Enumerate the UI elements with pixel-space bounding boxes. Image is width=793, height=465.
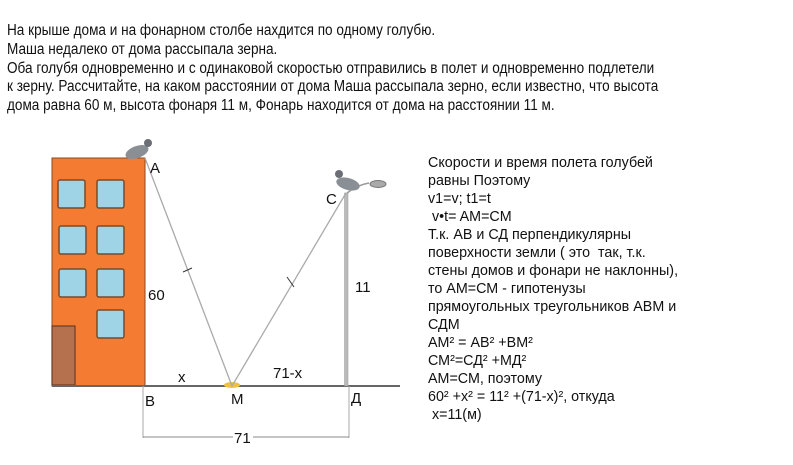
lamp-pole (345, 193, 349, 386)
window (97, 226, 124, 254)
window (59, 226, 86, 254)
label-60: 60 (148, 287, 165, 304)
label-71-x: 71-x (273, 365, 303, 382)
solution-line: поверхности земли ( это так, т.к. (428, 245, 646, 261)
solution-line: х=11(м) (428, 407, 482, 423)
label-m: M (231, 391, 244, 408)
solution-line: 60² +х² = 11² +(71-х)², откуда (428, 389, 615, 405)
segment-am (145, 158, 232, 386)
lamp-head-icon (370, 181, 386, 188)
label-a: A (150, 160, 161, 177)
solution-text (428, 154, 678, 424)
label-x: x (178, 369, 186, 386)
problem-line: Оба голубя одновременно и с одинаковой скоростью отправились в полет и одновременно подлетели (7, 59, 655, 77)
solution-line: Т.к. АВ и СД перпендикулярны (428, 227, 632, 243)
solution-line: равны Поэтому (428, 173, 531, 189)
solution-line: Скорости и время полета голубей (428, 155, 653, 171)
label-d: Д (351, 390, 362, 407)
window (97, 180, 124, 208)
solution-line: прямоугольных треугольников АВМ и (428, 299, 677, 315)
problem-line: к зерну. Рассчитайте, на каком расстоянии от дома Маша рассыпала зерно, если известно, что высота (7, 78, 659, 96)
window (59, 269, 86, 297)
label-71: 71 (234, 430, 251, 447)
pigeon-icon (335, 170, 361, 193)
solution-line: стены домов и фонари не наклонны), (428, 263, 679, 279)
window (58, 180, 85, 208)
solution-line: v1=v; t1=t (428, 191, 491, 207)
label-b: B (145, 393, 156, 410)
solution-line: то АМ=СМ - гипотенузы (428, 281, 586, 297)
segment-cm (232, 193, 346, 386)
problem-line: дома равна 60 м, высота фонаря 11 м, Фонарь находится от дома на расстоянии 11 м. (7, 97, 555, 115)
door (52, 326, 75, 385)
solution-line: СДМ (428, 317, 460, 333)
window (97, 269, 124, 297)
window (97, 310, 124, 338)
solution-line: АМ=СМ, поэтому (428, 371, 542, 387)
solution-line: СМ²=СД² +МД² (428, 353, 527, 369)
problem-line: На крыше дома и на фонарном столбе нахдится по одному голубю. (7, 22, 436, 39)
solution-line: АМ² = АВ² +ВМ² (428, 335, 533, 351)
problem-line: Маша недалеко от дома рассыпала зерна. (7, 40, 278, 58)
solution-line: v•t= AM=CM (428, 209, 512, 225)
label-c: C (326, 191, 337, 208)
label-11: 11 (355, 279, 371, 296)
